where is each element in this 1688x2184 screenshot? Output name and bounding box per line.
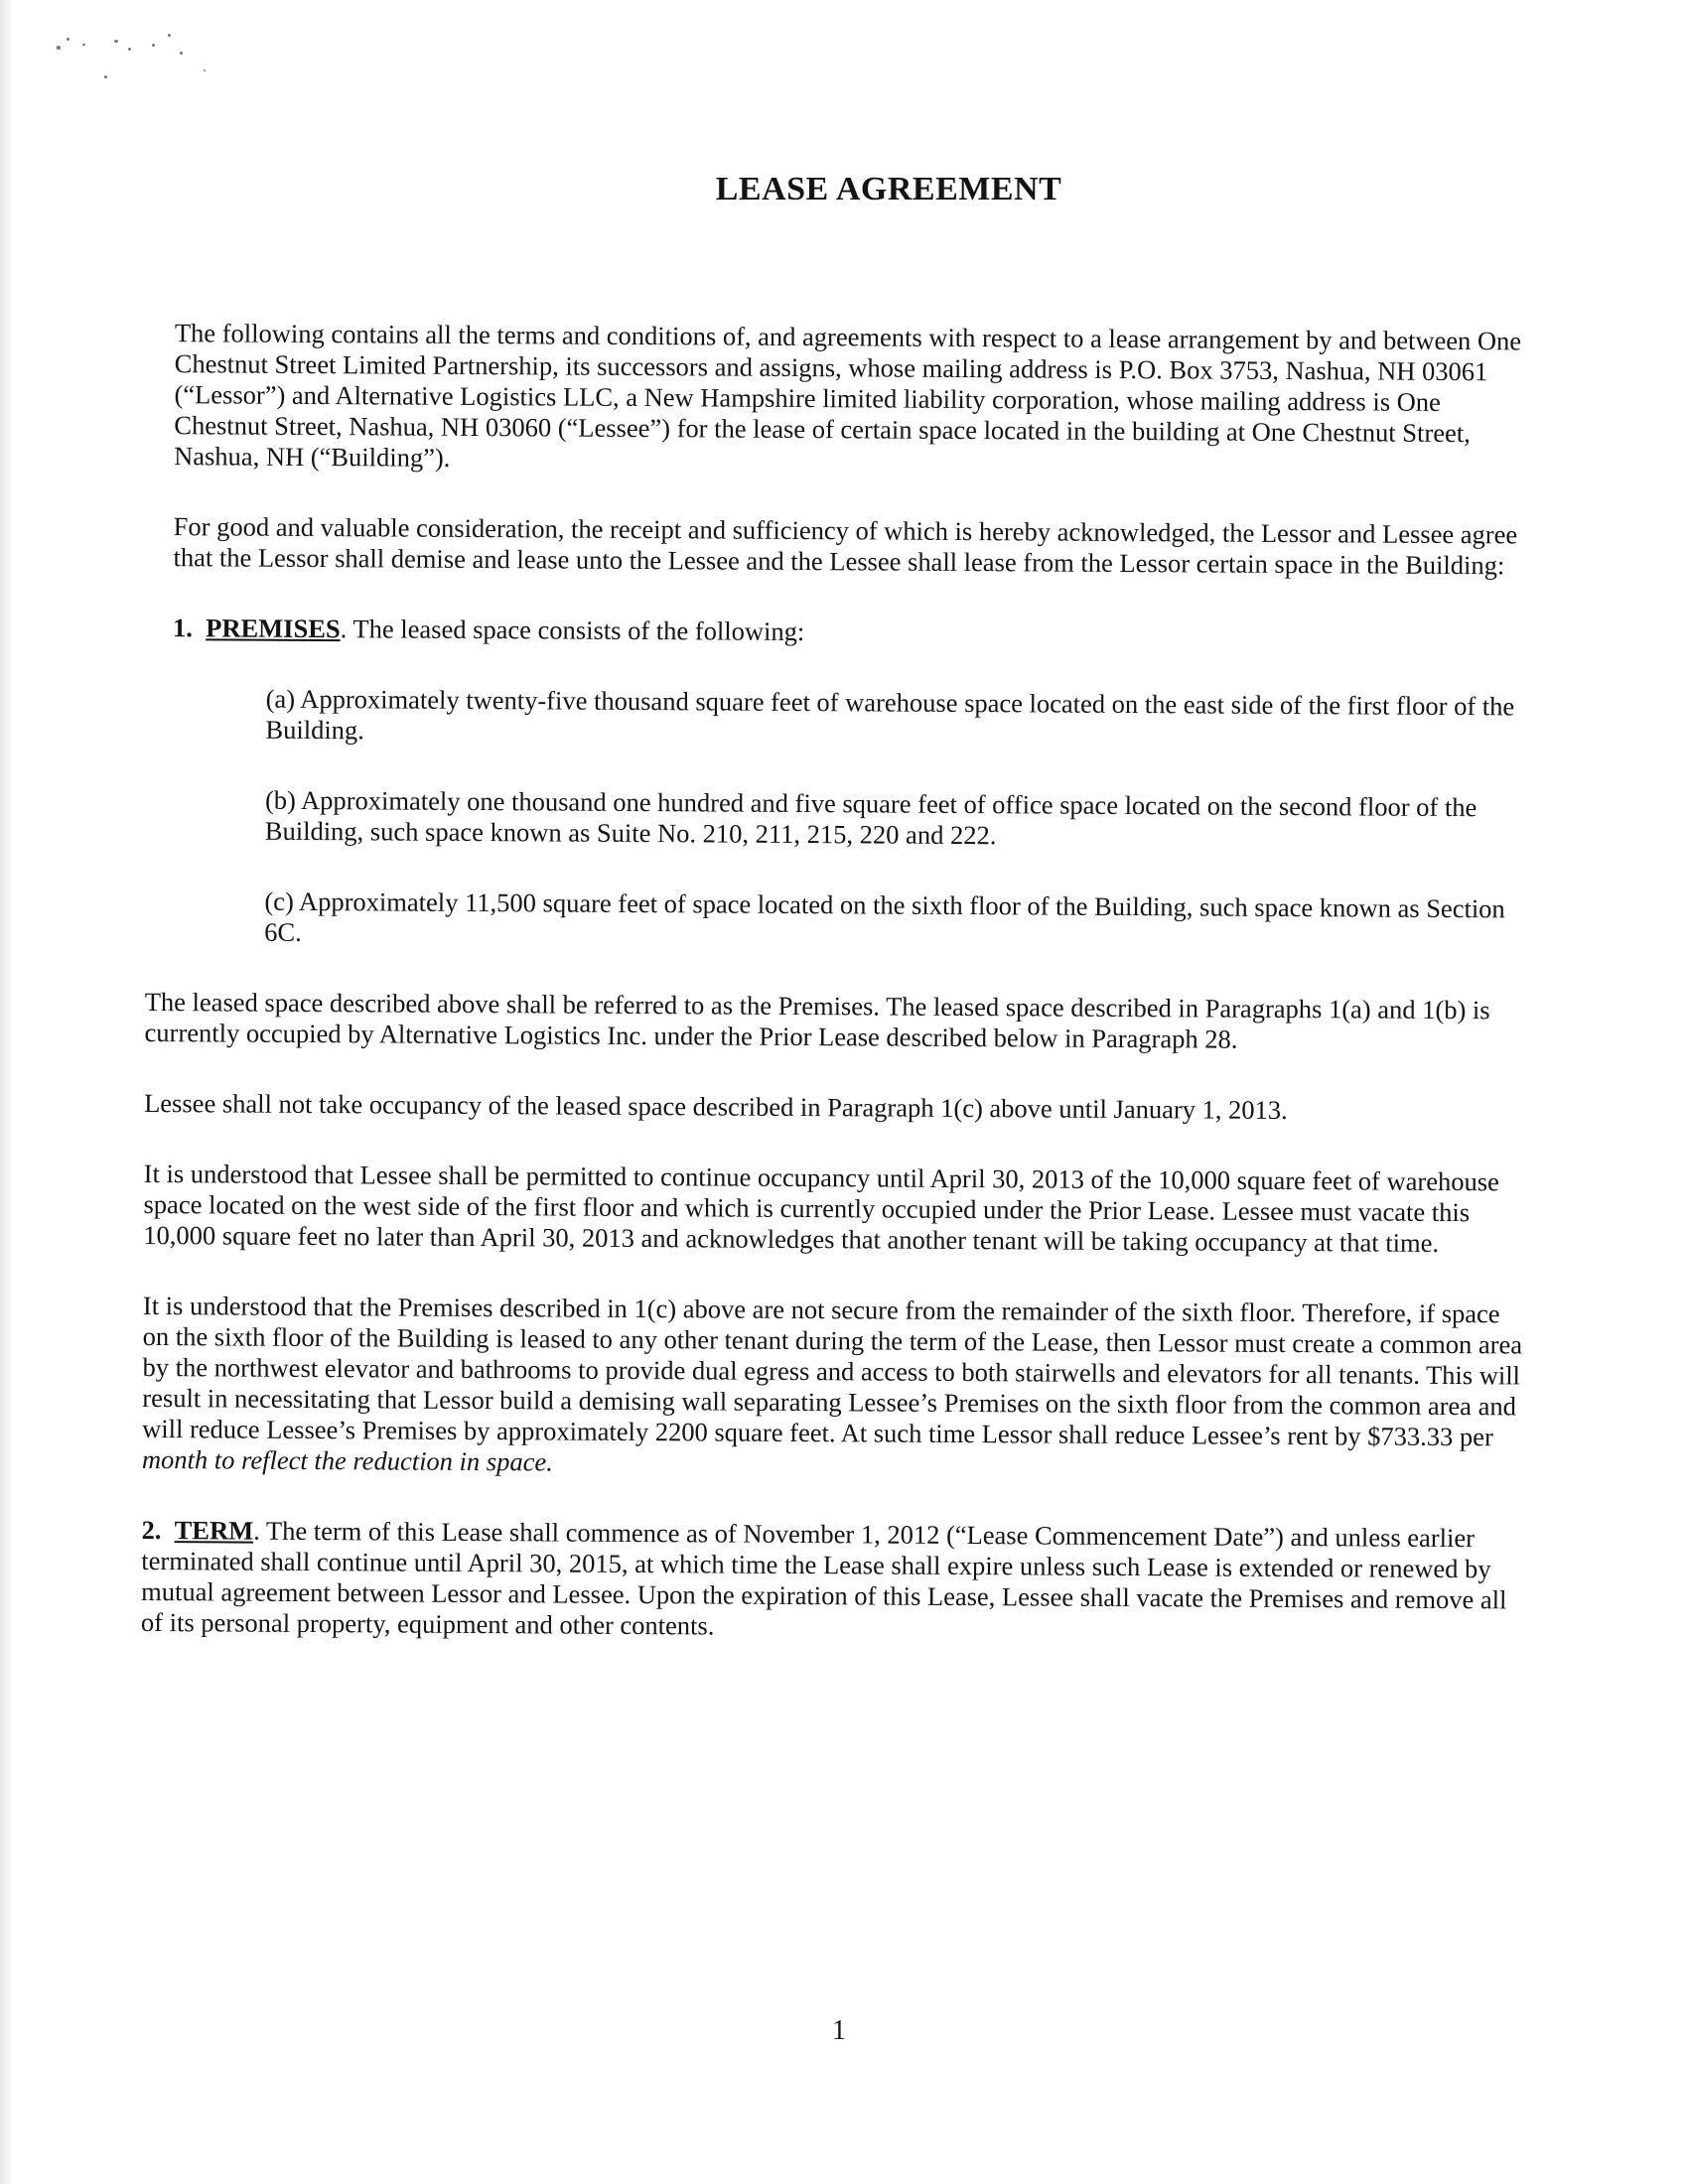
- premises-heading: PREMISES: [206, 613, 341, 644]
- premises-note-west-side: It is understood that Lessee shall be permitted to continue occupancy until April 30, 2013 of the 10,000 square feet of warehouse space located on the west side of the first floor and which is currently occupied under the Prior Lease. Lessee must vacate this 10,000 square feet no later than April 30, 2013 and acknowledges that another tenant will be taking occupancy at that time.: [143, 1158, 1499, 1258]
- scan-specks: [55, 20, 213, 89]
- premises-note-definition: The leased space described above shall be referred to as the Premises. The leased space described in Paragraphs 1(a) and 1(b) is currently occupied by Alternative Logistics Inc. under the Prior Lease described below in Paragraph 28.: [144, 986, 1490, 1054]
- premises-item-c: (c) Approximately 11,500 square feet of space located on the sixth floor of the Building, such space known as Section 6C.: [264, 886, 1505, 947]
- premises-section-heading: [173, 613, 1537, 651]
- premises-note-occupancy: Lessee shall not take occupancy of the leased space described in Paragraph 1(c) above until January 1, 2013.: [144, 1087, 1288, 1126]
- premises-item-b: (b) Approximately one thousand one hundred and five square feet of office space located on the second floor of the Building, such space known as Suite No. 210, 211, 215, 220 and 222.: [264, 784, 1477, 851]
- premises-lead: . The leased space consists of the following:: [340, 614, 805, 647]
- scan-edge-shadow: [0, 0, 14, 2184]
- premises-note-security: [142, 1291, 1523, 1483]
- term-number: 2.: [141, 1514, 162, 1546]
- security-note-text: It is understood that the Premises described in 1(c) above are not secure from the remainder of the sixth floor. Therefore, if space on the sixth floor of the Building is leased to any other tenant during the term of the Lease, then Lessor must create a common area by the northwest elevator and bathrooms to provide dual egress and access to both stairwells and elevators for all tenants. This will result in necessitating that Lessor build a demising wall separating Lessee’s Premises on the sixth floor from the common area and will reduce Lessee’s Premises by approximately 2200 square feet. At such time Lessor shall reduce Lessee’s rent by $733.33 per: [142, 1290, 1523, 1452]
- term-text: . The term of this Lease shall commence as of November 1, 2012 (“Lease Commencement Date”) and unless earlier terminated shall continue until April 30, 2015, at which time the Lease shall expire unless such Lease is extended or renewed by mutual agreement between Lessor and Lessee. Upon the expiration of this Lease, Lessee shall vacate the Premises and remove all of its personal property, equipment and other contents.: [140, 1515, 1507, 1641]
- document-title: LEASE AGREEMENT: [715, 171, 1062, 207]
- page-number: 1: [832, 2015, 846, 2046]
- term-heading: TERM: [174, 1515, 254, 1546]
- premises-item-a: (a) Approximately twenty-five thousand square feet of warehouse space located on the east side of the first floor of the Building.: [265, 683, 1515, 746]
- intro-paragraph: The following contains all the terms and conditions of, and agreements with respect to a lease arrangement by and between One Chestnut Street Limited Partnership, its successors and assigns, whose mailing address is P.O. Box 3753, Nashua, NH 03061 (“Lessor”) and Alternative Logistics LLC, a New Hampshire limited liability corporation, whose mailing address is One Chestnut Street, Nashua, NH 03060 (“Lessee”) for the lease of certain space located in the building at One Chestnut Street, Nashua, NH (“Building”).: [174, 318, 1522, 473]
- document-body: [141, 318, 1539, 1687]
- term-section: [141, 1515, 1522, 1646]
- premises-number: 1.: [173, 613, 194, 643]
- consideration-paragraph: For good and valuable consideration, the receipt and sufficiency of which is hereby acknowledged, the Lessor and Lessee agree that the Lessor shall demise and lease unto the Lessee and the Lessee shall lease from the Lessor certain space in the Building:: [173, 511, 1518, 581]
- security-note-italic: month to reflect the reduction in space.: [141, 1443, 553, 1477]
